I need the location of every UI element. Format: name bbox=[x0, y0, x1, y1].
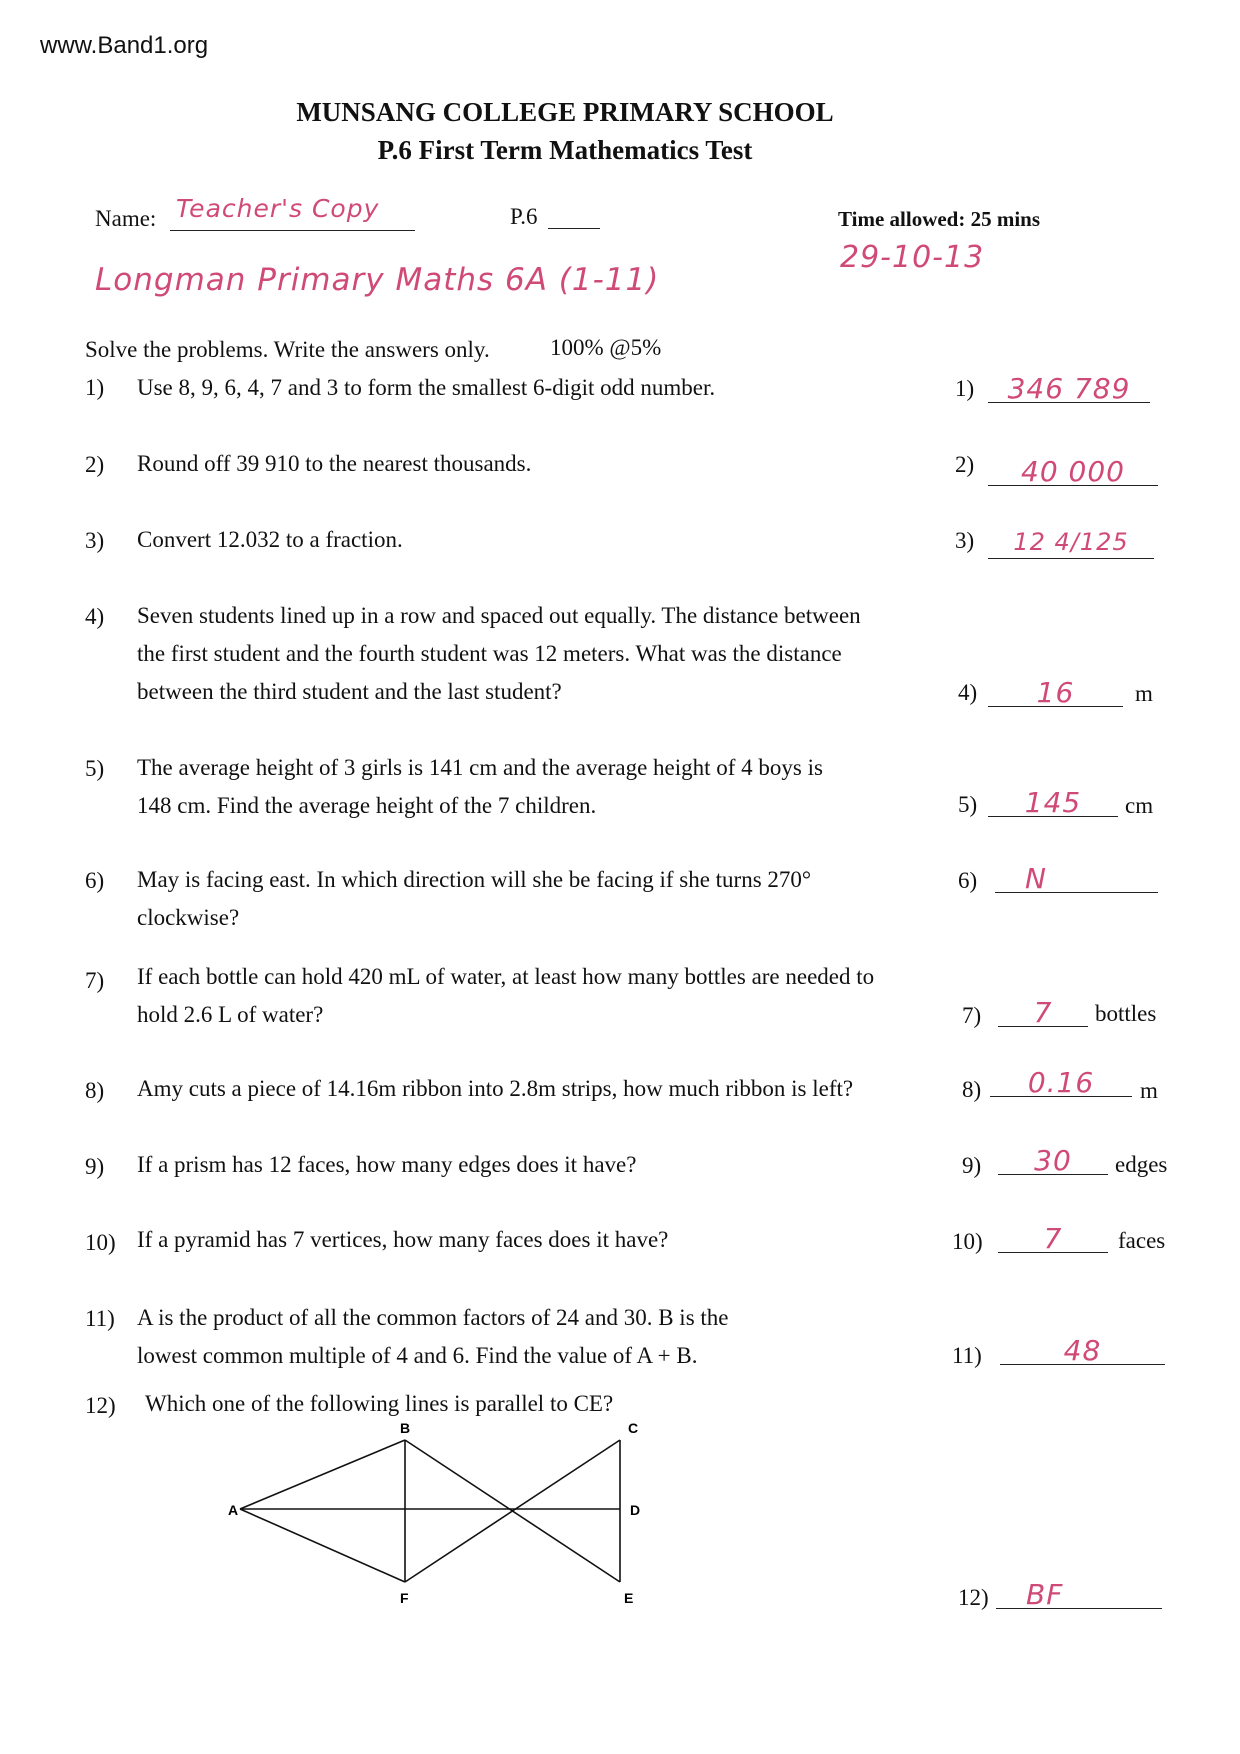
answer-number: 3) bbox=[955, 528, 975, 553]
answer-number: 7) bbox=[962, 1003, 982, 1028]
answer-number: 2) bbox=[955, 452, 975, 477]
point-e-label: E bbox=[624, 1590, 634, 1606]
answer-field[interactable] bbox=[1000, 1334, 1165, 1365]
answer-number: 1) bbox=[955, 376, 975, 401]
question-text: The average height of 3 girls is 141 cm and the average height of 4 boys is 148 cm. Find the average height of the 7 children. bbox=[137, 755, 823, 818]
answer-number: 11) bbox=[952, 1343, 982, 1368]
point-f-label: F bbox=[400, 1590, 409, 1606]
question-text: May is facing east. In which direction will she be facing if she turns 270° clockwise? bbox=[137, 867, 812, 930]
question-text: Round off 39 910 to the nearest thousands. bbox=[137, 451, 532, 476]
answer-number: 5) bbox=[958, 792, 978, 817]
line-af bbox=[240, 1509, 405, 1582]
question-text: A is the product of all the common factors of 24 and 30. B is the lowest common multiple of 4 and 6. Find the value of A + B. bbox=[137, 1305, 729, 1368]
question-text: If a pyramid has 7 vertices, how many faces does it have? bbox=[137, 1227, 669, 1252]
class-label: P.6 bbox=[510, 204, 538, 229]
answer-unit: m bbox=[1135, 681, 1153, 706]
geometry-diagram bbox=[210, 1415, 660, 1615]
answer-field[interactable] bbox=[995, 862, 1158, 893]
answer-unit: bottles bbox=[1095, 1001, 1157, 1026]
answer-field[interactable] bbox=[988, 455, 1158, 486]
point-d-label: D bbox=[630, 1502, 641, 1518]
name-label: Name: bbox=[95, 206, 157, 231]
answer-field[interactable] bbox=[988, 676, 1123, 707]
source-note: Longman Primary Maths 6A (1-11) bbox=[95, 262, 660, 298]
point-a-label: A bbox=[228, 1502, 239, 1518]
line-ab bbox=[240, 1440, 405, 1509]
answer-number: 4) bbox=[958, 680, 978, 705]
question-text: Seven students lined up in a row and spaced out equally. The distance between the first student and the fourth student was 12 meters. What was the distance between the third student and the last student? bbox=[137, 603, 861, 704]
question-number: 11) bbox=[85, 1306, 115, 1331]
question-text: If a prism has 12 faces, how many edges does it have? bbox=[137, 1152, 637, 1177]
question-number: 6) bbox=[85, 868, 105, 893]
point-b-label: B bbox=[400, 1420, 411, 1436]
answer-field[interactable] bbox=[998, 1144, 1108, 1175]
answer-field[interactable] bbox=[996, 1578, 1162, 1609]
answer-number: 10) bbox=[952, 1229, 983, 1254]
time-allowed: Time allowed: 25 mins bbox=[838, 207, 1041, 231]
name-field bbox=[170, 196, 415, 231]
question-number: 5) bbox=[85, 756, 105, 781]
name-value: Teacher's Copy bbox=[176, 194, 380, 223]
class-field bbox=[548, 200, 600, 229]
answer-value: N bbox=[1025, 862, 1047, 895]
website-url: www.Band1.org bbox=[40, 32, 209, 59]
question-number: 7) bbox=[85, 968, 105, 993]
question-number: 10) bbox=[85, 1230, 116, 1255]
answer-field[interactable] bbox=[990, 1066, 1132, 1097]
question-number: 8) bbox=[85, 1078, 105, 1103]
answer-unit: faces bbox=[1118, 1228, 1166, 1253]
point-c-label: C bbox=[628, 1420, 639, 1436]
answer-value: 48 bbox=[1063, 1334, 1102, 1367]
answer-field[interactable] bbox=[988, 372, 1150, 403]
answer-value: 7 bbox=[1033, 996, 1053, 1029]
question-text: Use 8, 9, 6, 4, 7 and 3 to form the smallest 6-digit odd number. bbox=[137, 375, 716, 400]
answer-value: BF bbox=[1026, 1578, 1064, 1611]
question-number: 4) bbox=[85, 604, 105, 629]
answer-value: 30 bbox=[1034, 1144, 1072, 1177]
scoring: 100% @5% bbox=[550, 335, 662, 360]
answer-field[interactable] bbox=[988, 786, 1118, 817]
instructions: Solve the problems. Write the answers only. bbox=[85, 337, 490, 362]
answer-field[interactable] bbox=[988, 528, 1154, 559]
answer-number: 12) bbox=[958, 1585, 989, 1610]
question-number: 3) bbox=[85, 528, 105, 553]
question-text: Convert 12.032 to a fraction. bbox=[137, 527, 403, 552]
question-number: 12) bbox=[85, 1393, 116, 1418]
answer-value: 145 bbox=[1024, 786, 1082, 819]
question-text: Amy cuts a piece of 14.16m ribbon into 2.8m strips, how much ribbon is left? bbox=[137, 1076, 854, 1101]
answer-value: 346 789 bbox=[1007, 372, 1131, 405]
question-number: 9) bbox=[85, 1154, 105, 1179]
answer-field[interactable] bbox=[998, 1222, 1108, 1253]
answer-number: 8) bbox=[962, 1077, 982, 1102]
answer-value: 16 bbox=[1036, 676, 1075, 709]
question-text: Which one of the following lines is parallel to CE? bbox=[145, 1391, 614, 1416]
test-title: P.6 First Term Mathematics Test bbox=[377, 135, 753, 165]
answer-field[interactable] bbox=[998, 996, 1088, 1027]
answer-value: 12 4/125 bbox=[1013, 528, 1129, 556]
question-text: If each bottle can hold 420 mL of water, at least how many bottles are needed to hold 2.6 L of water? bbox=[137, 964, 875, 1027]
test-date: 29-10-13 bbox=[840, 240, 985, 275]
answer-number: 6) bbox=[958, 868, 978, 893]
question-number: 2) bbox=[85, 452, 105, 477]
answer-unit: cm bbox=[1125, 793, 1154, 818]
question-number: 1) bbox=[85, 375, 105, 400]
answer-value: 40 000 bbox=[1021, 455, 1125, 488]
answer-value: 7 bbox=[1043, 1222, 1063, 1255]
answer-unit: edges bbox=[1115, 1152, 1168, 1177]
school-name: MUNSANG COLLEGE PRIMARY SCHOOL bbox=[296, 97, 834, 127]
answer-number: 9) bbox=[962, 1153, 982, 1178]
answer-value: 0.16 bbox=[1027, 1066, 1095, 1099]
answer-unit: m bbox=[1140, 1078, 1158, 1103]
